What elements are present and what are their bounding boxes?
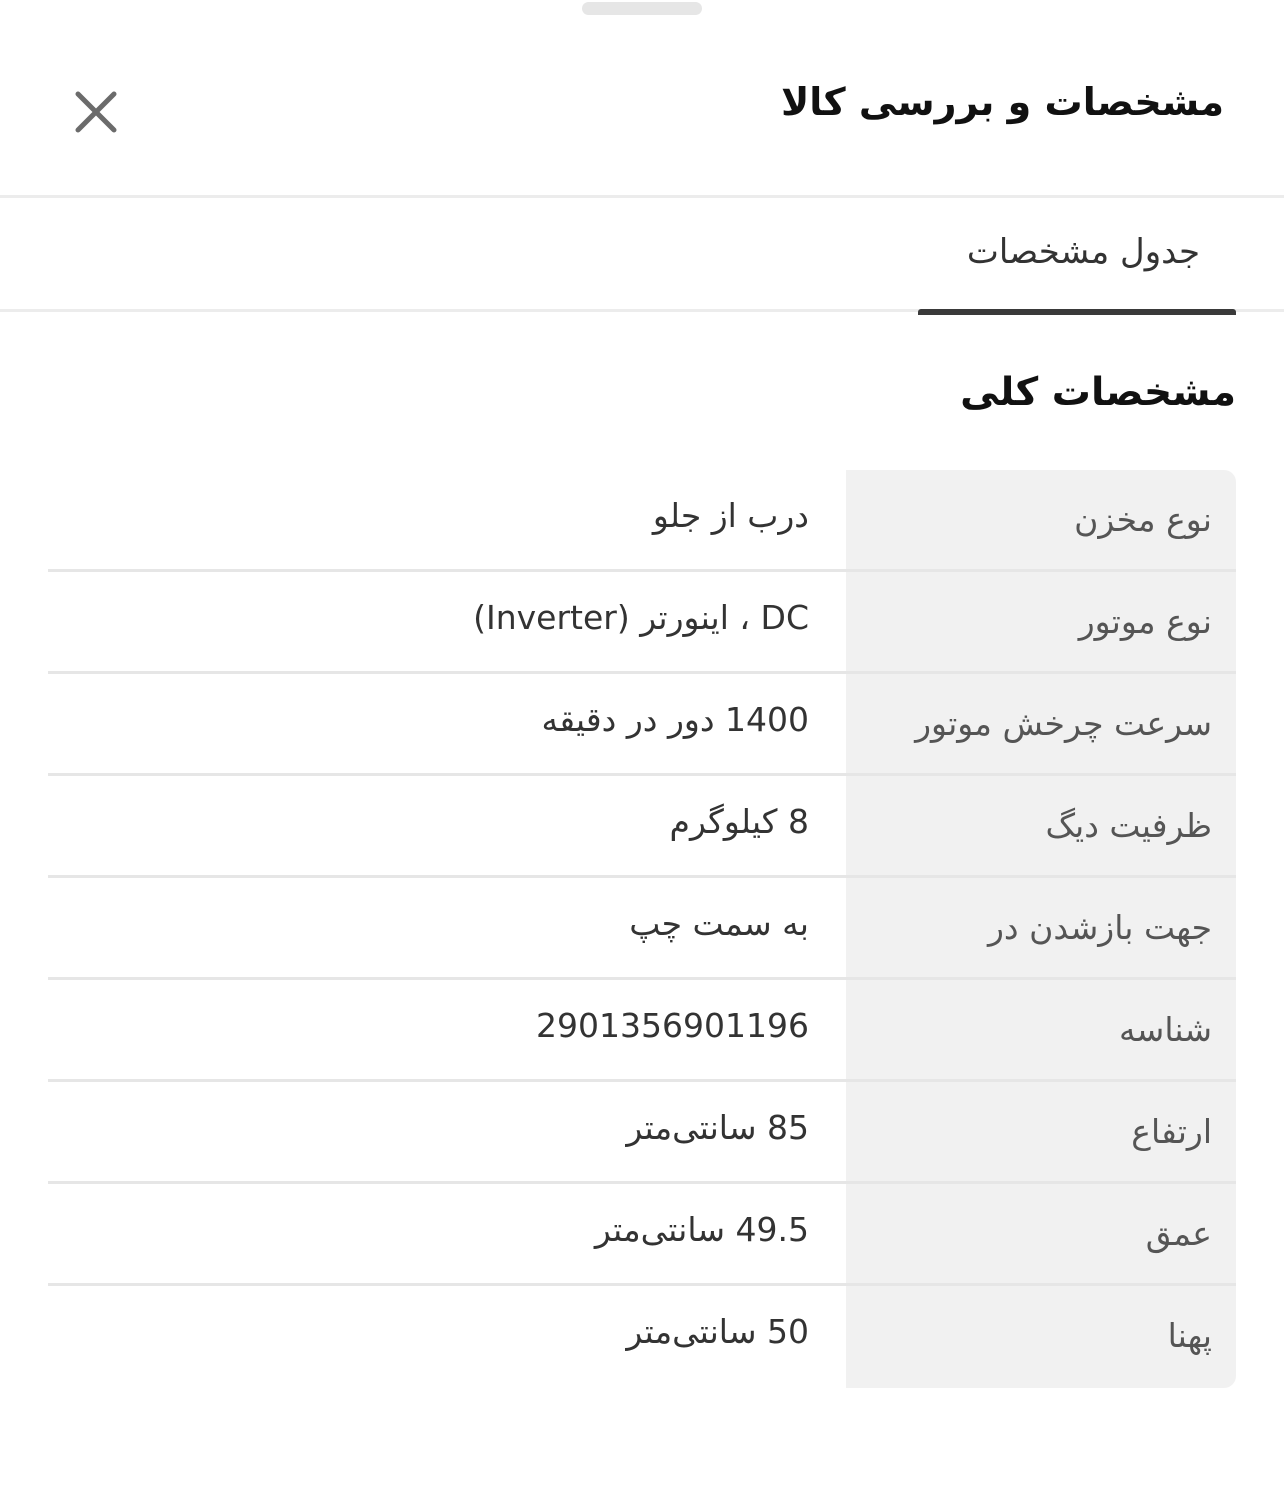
spec-key-cell — [846, 776, 1236, 875]
spec-key: سرعت چرخش موتور — [915, 704, 1212, 743]
spec-value: 50 سانتی‌متر — [626, 1312, 809, 1351]
spec-value: به سمت چپ — [629, 904, 809, 943]
spec-row — [48, 980, 1236, 1082]
spec-key-cell — [846, 470, 1236, 569]
tab-specifications-label: جدول مشخصات — [966, 232, 1200, 272]
spec-value: درب از جلو — [652, 496, 809, 535]
spec-key: نوع موتور — [1078, 602, 1212, 641]
spec-row — [48, 1184, 1236, 1286]
tab-specifications[interactable] — [918, 198, 1236, 312]
spec-key-cell — [846, 674, 1236, 773]
sheet-header — [0, 0, 1284, 198]
spec-key-cell — [846, 980, 1236, 1079]
active-tab-indicator — [918, 309, 1236, 315]
spec-row — [48, 776, 1236, 878]
spec-key-cell — [846, 572, 1236, 671]
spec-key-cell — [846, 878, 1236, 977]
spec-key: عمق — [1145, 1214, 1212, 1253]
spec-row — [48, 1082, 1236, 1184]
close-button[interactable] — [66, 82, 126, 142]
spec-key: پهنا — [1167, 1316, 1212, 1355]
close-icon — [66, 82, 126, 142]
spec-key: نوع مخزن — [1074, 500, 1212, 539]
spec-value: 2901356901196 — [536, 1006, 809, 1045]
spec-row — [48, 674, 1236, 776]
spec-table — [48, 470, 1236, 1388]
spec-value: 8 کیلوگرم — [669, 802, 809, 841]
tab-bar — [0, 198, 1284, 312]
spec-key-cell — [846, 1184, 1236, 1283]
spec-row — [48, 572, 1236, 674]
spec-value: 1400 دور در دقیقه — [541, 700, 809, 739]
spec-key: شناسه — [1118, 1010, 1212, 1049]
sheet-title: مشخصات و بررسی کالا — [780, 80, 1224, 124]
spec-value: 85 سانتی‌متر — [626, 1108, 809, 1147]
spec-row — [48, 1286, 1236, 1388]
spec-value: 49.5 سانتی‌متر — [594, 1210, 809, 1249]
spec-row — [48, 878, 1236, 980]
spec-key-cell — [846, 1286, 1236, 1388]
section-title: مشخصات کلی — [960, 370, 1236, 415]
spec-key: ارتفاع — [1131, 1112, 1212, 1151]
spec-key: جهت بازشدن در — [987, 908, 1212, 947]
spec-key-cell — [846, 1082, 1236, 1181]
spec-value: DC ، اینورتر (Inverter) — [473, 598, 809, 637]
spec-key: ظرفیت دیگ — [1045, 806, 1212, 845]
spec-row — [48, 470, 1236, 572]
